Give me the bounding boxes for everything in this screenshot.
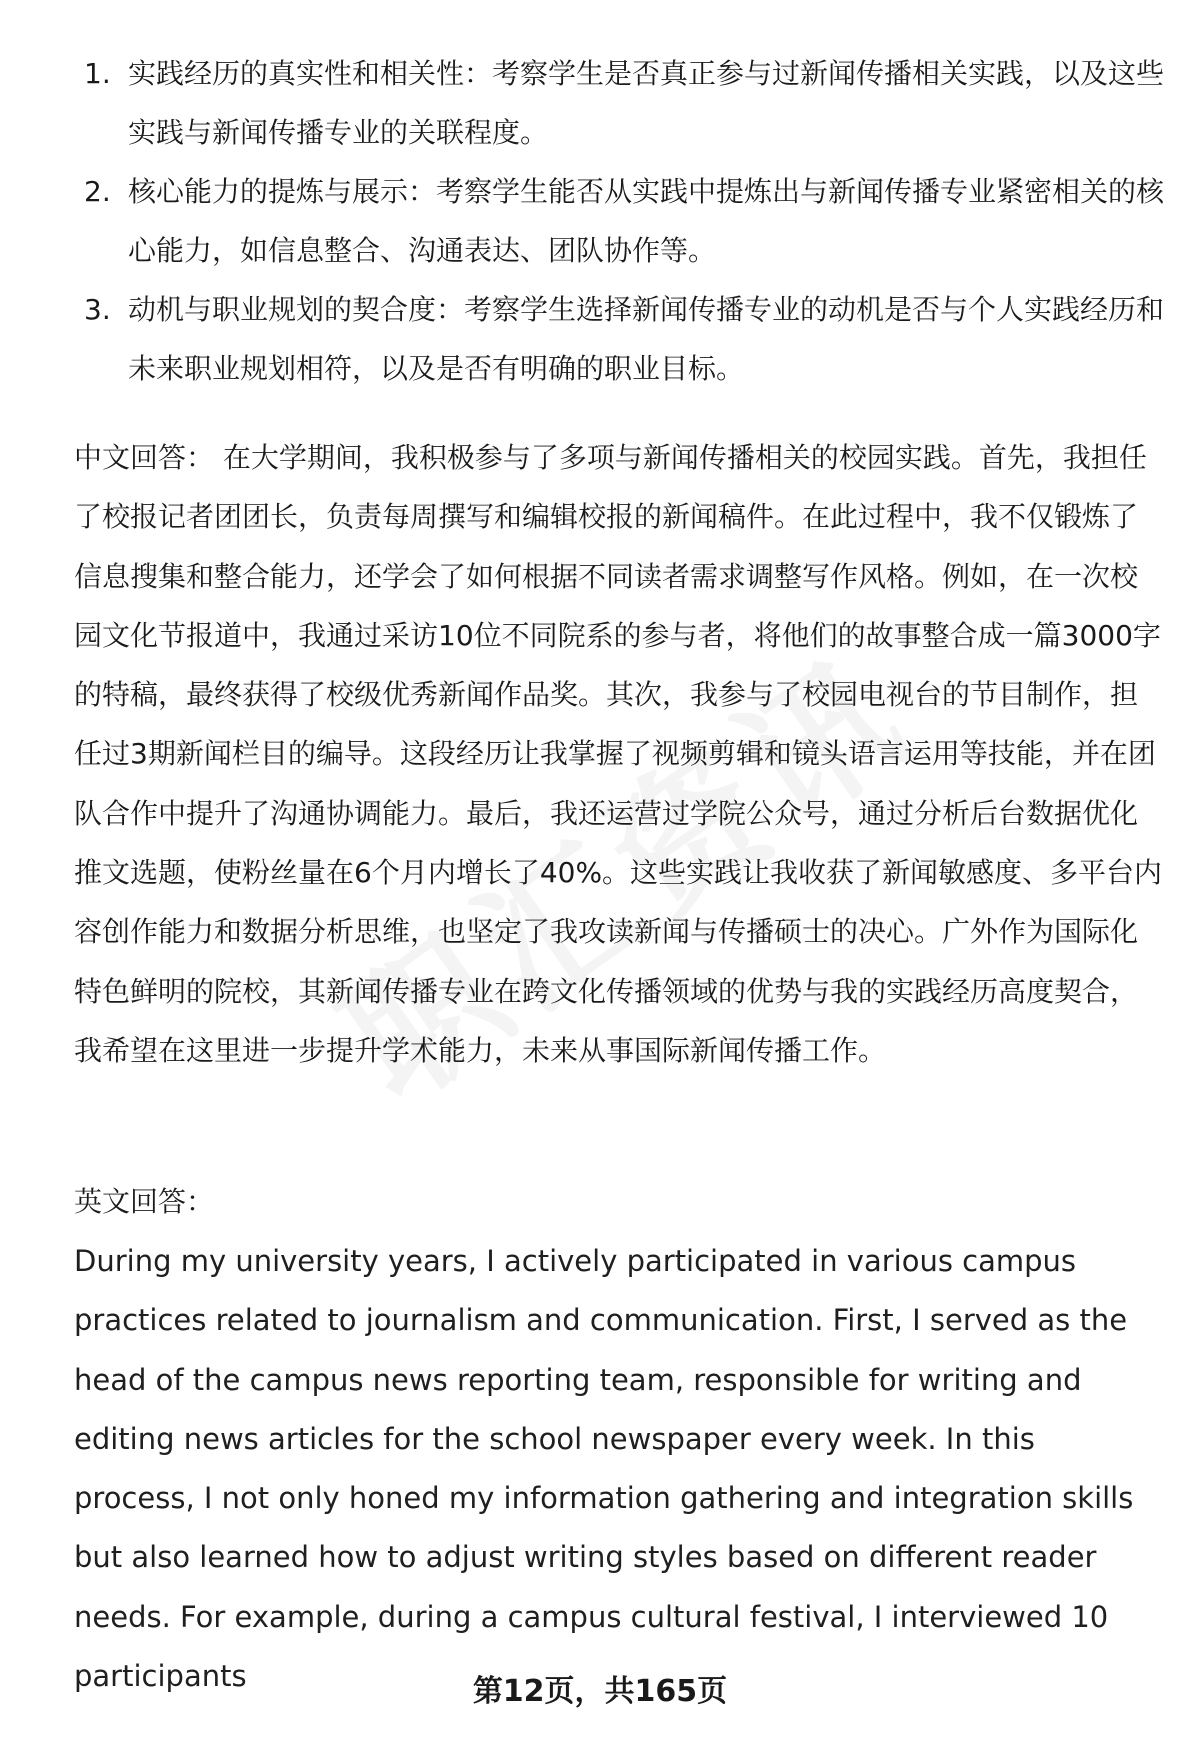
list-item [74, 280, 1164, 398]
evaluation-criteria-list [74, 44, 1164, 398]
list-item-number: 3. [84, 293, 111, 326]
page-number: 第12页，共165页 [472, 1674, 728, 1709]
list-item-text: 动机与职业规划的契合度：考察学生选择新闻传播专业的动机是否与个人实践经历和未来职业规划相符，以及是否有明确的职业目标。 [128, 293, 1165, 385]
list-item [74, 162, 1164, 280]
list-item [74, 44, 1164, 162]
english-answer-label: 英文回答： [74, 1185, 215, 1218]
english-answer-paragraph: During my university years, I actively participated in various campus practices related to journalism and communication. First, I served as the head of the campus news reporting team, responsible for writing and editing news articles for the school newspaper every week. In this process, I not only honed my information gathering and integration skills but also learned how to adjust writing styles based on different reader needs. For example, during a campus cultural festival, I interviewed 10 participants [74, 1244, 1134, 1694]
list-item-text: 实践经历的真实性和相关性：考察学生是否真正参与过新闻传播相关实践，以及这些实践与新闻传播专业的关联程度。 [128, 57, 1165, 149]
list-item-number: 1. [84, 57, 111, 90]
chinese-answer-paragraph: 中文回答： 在大学期间，我积极参与了多项与新闻传播相关的校园实践。首先，我担任了校报记者团团长，负责每周撰写和编辑校报的新闻稿件。在此过程中，我不仅锻炼了信息搜集和整合能力，还学会了如何根据不同读者需求调整写作风格。例如，在一次校园文化节报道中，我通过采访10位不同院系的参与者，将他们的故事整合成一篇3000字的特稿，最终获得了校级优秀新闻作品奖。其次，我参与了校园电视台的节目制作，担任过3期新闻栏目的编导。这段经历让我掌握了视频剪辑和镜头语言运用等技能，并在团队合作中提升了沟通协调能力。最后，我还运营过学院公众号，通过分析后台数据优化推文选题，使粉丝量在6个月内增长了40%。这些实践让我收获了新闻敏感度、多平台内容创作能力和数据分析思维，也坚定了我攻读新闻与传播硕士的决心。广外作为国际化特色鲜明的院校，其新闻传播专业在跨文化传播领域的优势与我的实践经历高度契合，我希望在这里进一步提升学术能力，未来从事国际新闻传播工作。 [74, 441, 1163, 1067]
list-item-text: 核心能力的提炼与展示：考察学生能否从实践中提炼出与新闻传播专业紧密相关的核心能力，如信息整合、沟通表达、团队协作等。 [128, 175, 1165, 267]
list-item-number: 2. [84, 175, 111, 208]
